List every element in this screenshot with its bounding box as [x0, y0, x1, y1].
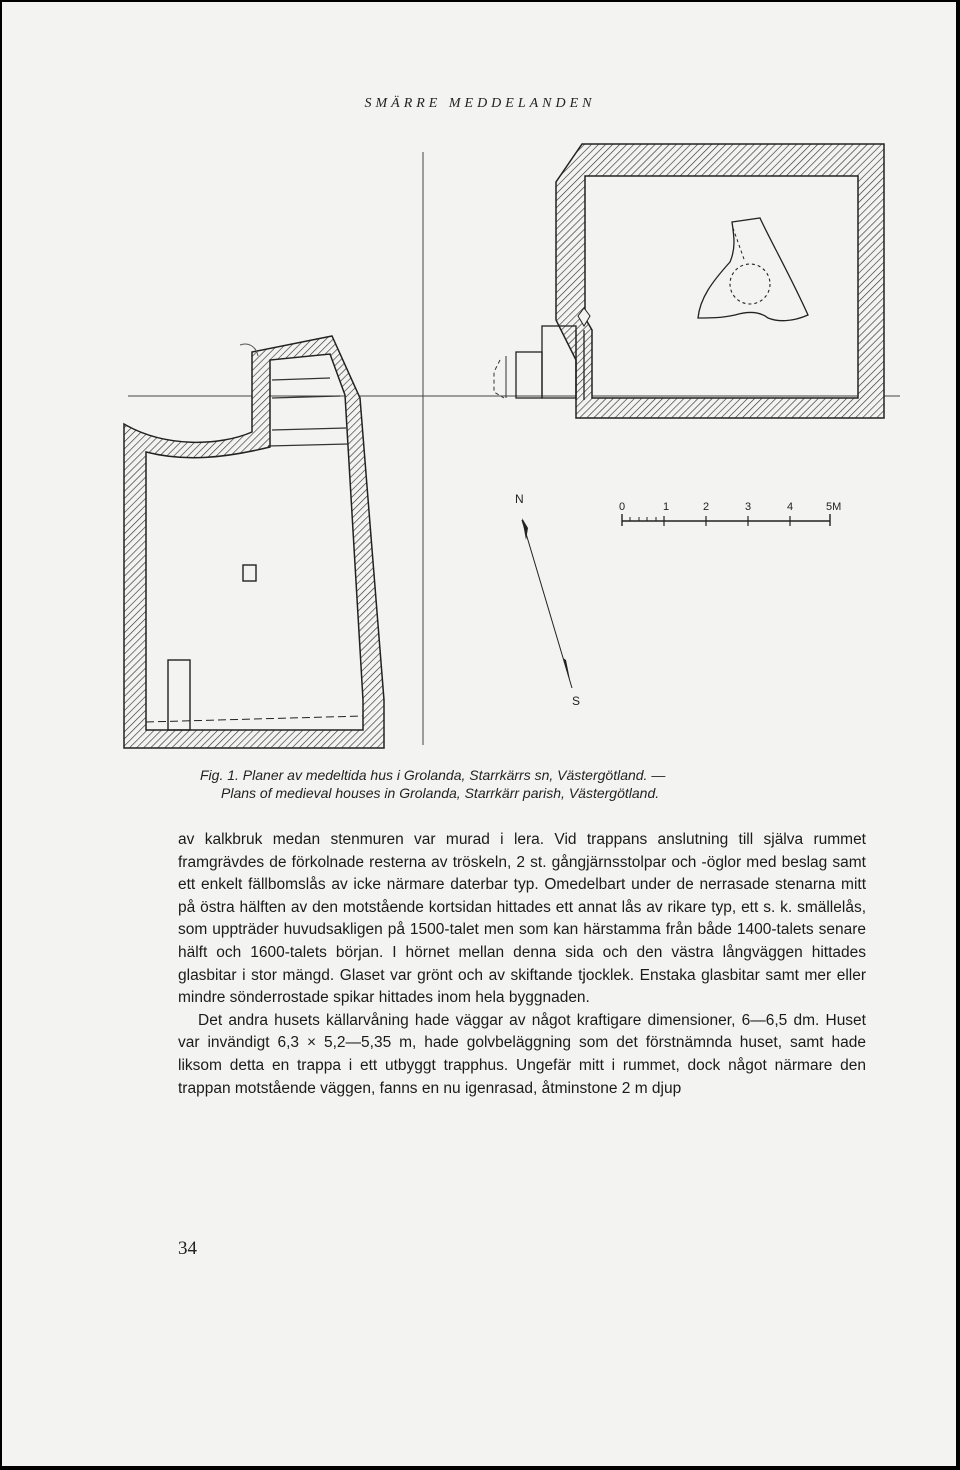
west-house-plan	[124, 336, 384, 748]
scale-label-4: 4	[787, 501, 794, 513]
body-text	[178, 829, 866, 1100]
south-label: S	[572, 694, 581, 708]
caption-swedish: Fig. 1. Planer av medeltida hus i Grolanda, Starrkärrs sn, Västergötland. —	[200, 767, 666, 783]
north-arrow	[515, 492, 580, 708]
scale-bar	[619, 501, 841, 526]
north-label: N	[515, 492, 524, 506]
figure-caption	[200, 766, 900, 802]
paragraph-2: Det andra husets källarvåning hade väggar av något kraftigare dimensioner, 6—6,5 dm. Huset var invändigt 6,3 × 5,2—5,35 m, hade golvbeläggning som det förstnämnda huset, samt hade liksom detta en trappa i ett utbyggt trapphus. Ungefär mitt i rummet, dock något närmare den trappan motstående väggen, fanns en nu igenrasad, åtminstone 2 m djup	[178, 1011, 866, 1097]
paragraph-1: av kalkbruk medan stenmuren var murad i lera. Vid trappans anslutning till själva rummet framgrävdes de förkolnade resterna av tröskeln, 2 st. gångjärnsstolpar och -öglor med beslag samt ett enkelt fällbomslås av icke närmare daterbar typ. Omedelbart under de nerrasade stenarna mitt på östra hälften av den motstående kortsidan hittades ett annat lås av rikare typ, ett s. k. smällelås, som uppträder huvudsakligen på 1500-talet men som kan härstamma från både 1400-talets senare hälft och 1600-talets början. I hörnet mellan denna sida och den västra långväggen hittades glasbitar i stor mängd. Glaset var grönt och av skiftande tjocklek. Enstaka glasbitar samt mer eller mindre sönderrostade spikar hittades inom hela byggnaden.	[178, 831, 866, 1007]
scale-label-5: 5M	[826, 501, 842, 513]
west-house-post-hole	[243, 565, 256, 581]
east-house-pit-circle	[730, 264, 770, 304]
scale-label-1: 1	[663, 501, 670, 513]
caption-english: Plans of medieval houses in Grolanda, Starrkärr parish, Västergötland.	[221, 785, 660, 801]
scale-label-0: 0	[619, 501, 626, 513]
scale-label-2: 2	[703, 501, 710, 513]
running-head: SMÄRRE MEDDELANDEN	[364, 96, 596, 111]
page-number: 34	[178, 1238, 197, 1259]
west-house-threshold-stone	[168, 660, 190, 730]
east-house-pit-outline	[698, 218, 808, 321]
scale-label-3: 3	[745, 501, 752, 513]
east-house-plan	[494, 144, 884, 418]
